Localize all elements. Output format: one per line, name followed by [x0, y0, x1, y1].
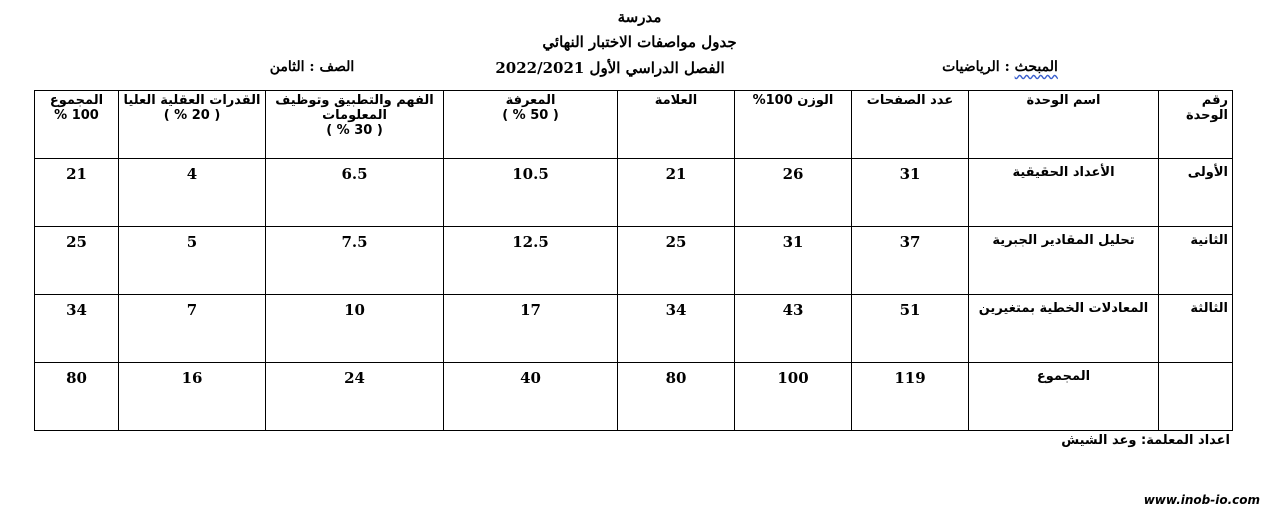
header-application-label: الفهم والتطبيق وتوظيف المعلومات — [275, 93, 434, 123]
school-name: مدرسة — [617, 8, 662, 26]
header-knowledge-percent: ( 50 % ) — [502, 108, 559, 123]
cell-pages: 119 — [852, 363, 969, 431]
cell-mark: 21 — [618, 159, 735, 227]
cell-application: 24 — [266, 363, 444, 431]
cell-pages: 37 — [852, 227, 969, 295]
cell-unit-name: تحليل المقادير الجبرية — [969, 227, 1159, 295]
subject-label-key: المبحث — [1014, 59, 1058, 75]
header-mark: العلامة — [618, 91, 735, 159]
header-knowledge-label: المعرفة — [505, 93, 556, 108]
header-knowledge — [444, 91, 618, 159]
term-label: الفصل الدراسي الأول 2022/2021 — [495, 59, 725, 77]
cell-higher: 7 — [119, 295, 266, 363]
header-pages: عدد الصفحات — [852, 91, 969, 159]
cell-knowledge: 40 — [444, 363, 618, 431]
subject-label-value: : الرياضيات — [942, 59, 1010, 75]
cell-pages: 51 — [852, 295, 969, 363]
cell-weight: 43 — [735, 295, 852, 363]
subject-label — [925, 59, 1075, 75]
document-title: جدول مواصفات الاختبار النهائي — [542, 33, 737, 51]
cell-application: 6.5 — [266, 159, 444, 227]
header-unit-no: رقم الوحدة — [1159, 91, 1233, 159]
cell-mark: 80 — [618, 363, 735, 431]
cell-weight: 26 — [735, 159, 852, 227]
specification-table — [34, 90, 1233, 431]
header-total — [35, 91, 119, 159]
website-link[interactable]: www.inob-io.com — [1143, 493, 1260, 507]
header-total-label: المجموع — [49, 93, 104, 108]
cell-unit-no: الثالثة — [1159, 295, 1233, 363]
cell-total: 21 — [35, 159, 119, 227]
cell-higher: 4 — [119, 159, 266, 227]
cell-weight: 31 — [735, 227, 852, 295]
cell-knowledge: 12.5 — [444, 227, 618, 295]
cell-mark: 25 — [618, 227, 735, 295]
header-application-percent: ( 30 % ) — [326, 123, 383, 138]
table-total-row — [35, 363, 1233, 431]
cell-total-label: المجموع — [969, 363, 1159, 431]
author-credit: اعداد المعلمة: وعد الشيش — [1061, 433, 1230, 448]
table-header-row — [35, 91, 1233, 159]
cell-knowledge: 17 — [444, 295, 618, 363]
header-weight: الوزن 100% — [735, 91, 852, 159]
header-higher-percent: ( 20 % ) — [163, 108, 221, 123]
grade-label: الصف : الثامن — [269, 59, 355, 75]
cell-knowledge: 10.5 — [444, 159, 618, 227]
cell-total: 80 — [35, 363, 119, 431]
cell-application: 7.5 — [266, 227, 444, 295]
header-unit-name: اسم الوحدة — [969, 91, 1159, 159]
header-application — [266, 91, 444, 159]
table-row — [35, 295, 1233, 363]
cell-unit-name: المعادلات الخطية بمتغيرين — [969, 295, 1159, 363]
cell-total: 25 — [35, 227, 119, 295]
table-row — [35, 159, 1233, 227]
cell-mark: 34 — [618, 295, 735, 363]
cell-unit-no: الثانية — [1159, 227, 1233, 295]
cell-higher: 16 — [119, 363, 266, 431]
cell-total: 34 — [35, 295, 119, 363]
cell-unit-name: الأعداد الحقيقية — [969, 159, 1159, 227]
cell-weight: 100 — [735, 363, 852, 431]
cell-pages: 31 — [852, 159, 969, 227]
cell-higher: 5 — [119, 227, 266, 295]
header-higher — [119, 91, 266, 159]
cell-unit-no — [1159, 363, 1233, 431]
table-row — [35, 227, 1233, 295]
header-total-percent: 100 % — [54, 108, 99, 123]
cell-application: 10 — [266, 295, 444, 363]
header-higher-label: القدرات العقلية العليا — [123, 93, 261, 108]
cell-unit-no: الأولى — [1159, 159, 1233, 227]
